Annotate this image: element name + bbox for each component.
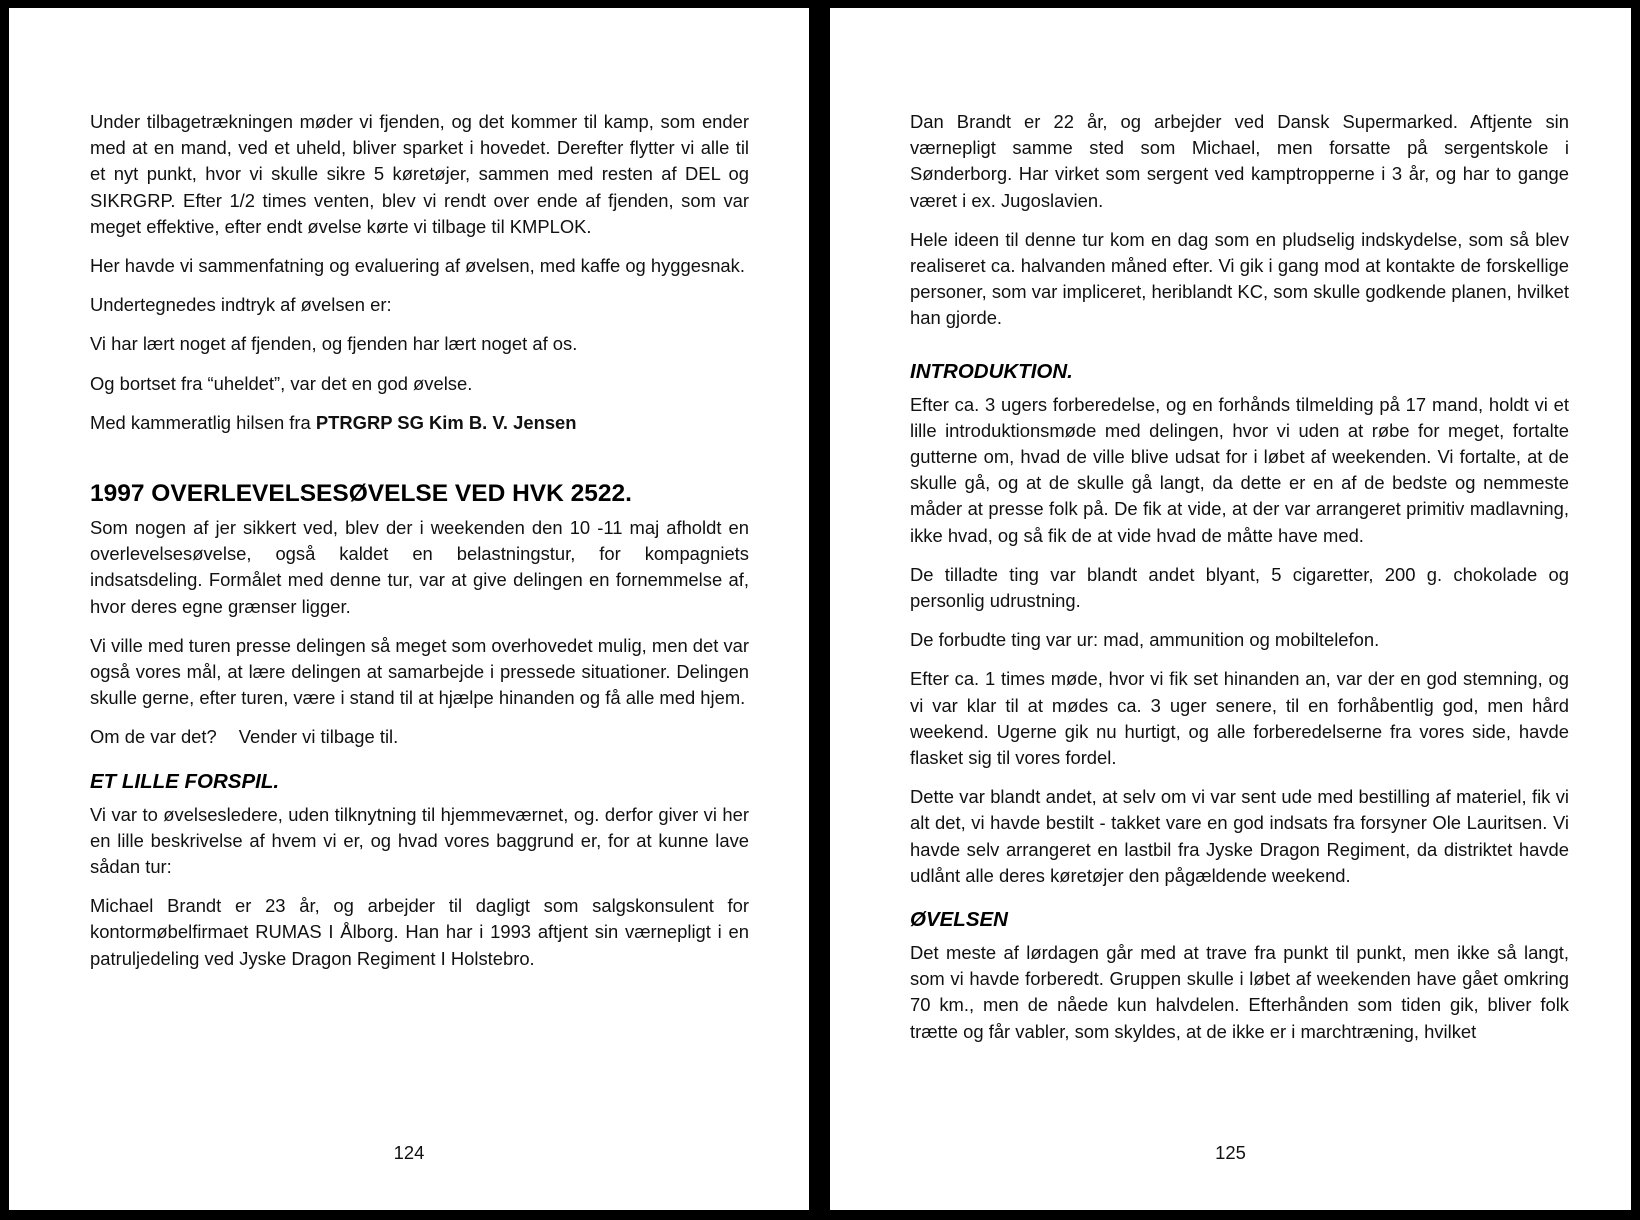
signature-name: PTRGRP SG Kim B. V. Jensen: [315, 411, 577, 433]
paragraph: Her havde vi sammenfatning og evaluering af øvelsen, med kaffe og hyggesnak.: [90, 255, 745, 277]
paragraph: Dan Brandt er 22 år, og arbejder ved Dansk Supermarked. Aftjente sin værnepligt samme sted som Michael, men forsatte på sergentskole i Sønderborg. Har virket som sergent ved kamptropperne i 3 år, og har to gange været i ex. Jugoslavien.: [910, 111, 1569, 211]
paragraph: Dette var blandt andet, at selv om vi var sent ude med bestilling af materiel, fik vi alt det, vi havde bestilt - takket vare en god indsats fra forsyner Ole Lauritsen. Vi havde selv arrangeret en lastbil fra Jyske Dragon Regiment, da distriktet havde udlånt alle deres køretøjer den pågældende weekend.: [910, 786, 1569, 886]
question: Om de var det?: [90, 726, 217, 748]
page-number: 125: [1215, 1142, 1246, 1163]
paragraph: Efter ca. 1 times møde, hvor vi fik set hinanden an, var der en god stemning, og vi var klar til at mødes ca. 3 uger senere, til en forhåbentlig god, men hård weekend. Ugerne gik nu hurtigt, og alle forberedelserne fra vores side, havde flasket sig til vores fordel.: [910, 668, 1569, 769]
subsection-heading: ET LILLE FORSPIL.: [90, 769, 280, 793]
paragraph: De tilladte ting var blandt andet blyant, 5 cigaretter, 200 g. chokolade og personlig udrustning.: [910, 563, 1569, 612]
paragraph: Efter ca. 3 ugers forberedelse, og en forhånds tilmelding på 17 mand, holdt vi et lille introduktionsmøde med delingen, hvor vi uden at røbe for meget, fortalte gutterne om, hvad de ville blive udsat for i løbet af weekenden. Vi fortalte, at de skulle gå, og at de skulle gå langt, da dette er en af de bedste og nemmeste måder at presse folk på. De fik at vide, at der var arrangeret primitiv madlavning, ikke hvad, og så fik de at vide hvad de måtte have med.: [910, 393, 1569, 546]
left-page: [9, 8, 809, 1210]
paragraph: Det meste af lørdagen går med at trave fra punkt til punkt, men ikke så langt, som vi havde forberedt. Gruppen skulle i løbet af weekenden have gået omkring 70 km., men de nåede kun halvdelen. Efterhånden som tiden gik, bliver folk trætte og får vabler, som skyldes, at de ikke er i marchtræning, hvilket: [910, 942, 1569, 1042]
paragraph: Som nogen af jer sikkert ved, blev der i weekenden den 10 -11 maj afholdt en overlevelsesøvelse, også kaldet en belastningstur, for kompagniets indsatsdeling. Formålet med denne tur, var at give delingen en fornemmelse af, hvor deres egne grænser ligger.: [90, 517, 749, 617]
subsection-heading: INTRODUKTION.: [910, 359, 1073, 383]
paragraph: Undertegnedes indtryk af øvelsen er:: [90, 294, 392, 316]
paragraph: Vi har lært noget af fjenden, og fjenden har lært noget af os.: [90, 333, 578, 355]
answer: Vender vi tilbage til.: [238, 726, 399, 748]
paragraph: Under tilbagetrækningen møder vi fjenden, og det kommer til kamp, som ender med at en mand, ved et uheld, bliver sparket i hovedet. Derefter flytter vi alle til et nyt punkt, hvor vi skulle sikre 5 køretøjer, sammen med resten af DEL og SIKRGRP. Efter 1/2 times venten, blev vi rendt over ende af fjenden, som var meget effektive, efter endt øvelse kørte vi tilbage til KMPLOK.: [90, 111, 749, 237]
page-number: 124: [393, 1142, 425, 1163]
paragraph: Michael Brandt er 23 år, og arbejder til dagligt som salgskonsulent for kontormøbelfirmaet RUMAS I Ålborg. Han har i 1993 aftjent sin værnepligt i en patruljedeling ved Jyske Dragon Regiment I Holstebro.: [90, 895, 749, 969]
section-heading: 1997 OVERLEVELSESØVELSE VED HVK 2522.: [90, 480, 632, 508]
signature-line: [90, 410, 749, 436]
signature-prefix: Med kammeratlig hilsen fra: [90, 411, 316, 433]
paragraph: Vi ville med turen presse delingen så meget som overhovedet mulig, men det var også vores mål, at lære delingen at samarbejde i pressede situationer. Delingen skulle gerne, efter turen, være i stand til at hjælpe hinanden og få alle med hjem.: [90, 634, 750, 709]
paragraph: Og bortset fra “uheldet”, var det en god øvelse.: [90, 372, 473, 394]
paragraph: De forbudte ting var ur: mad, ammunition og mobiltelefon.: [910, 629, 1380, 651]
paragraph: Hele ideen til denne tur kom en dag som en pludselig indskydelse, som så blev realiseret ca. halvanden måned efter. Vi gik i gang mod at kontakte de forskellige personer, som var impliceret, heriblandt KC, som skulle godkende planen, hvilket han gjorde.: [910, 228, 1569, 329]
subsection-heading: ØVELSEN: [910, 908, 1008, 932]
paragraph: Vi var to øvelsesledere, uden tilknytning til hjemmeværnet, og. derfor giver vi her en lille beskrivelse af hvem vi er, og hvad vores baggrund er, for at kunne lave sådan tur:: [90, 803, 749, 878]
right-page: [830, 8, 1631, 1210]
question-line: [90, 724, 749, 750]
